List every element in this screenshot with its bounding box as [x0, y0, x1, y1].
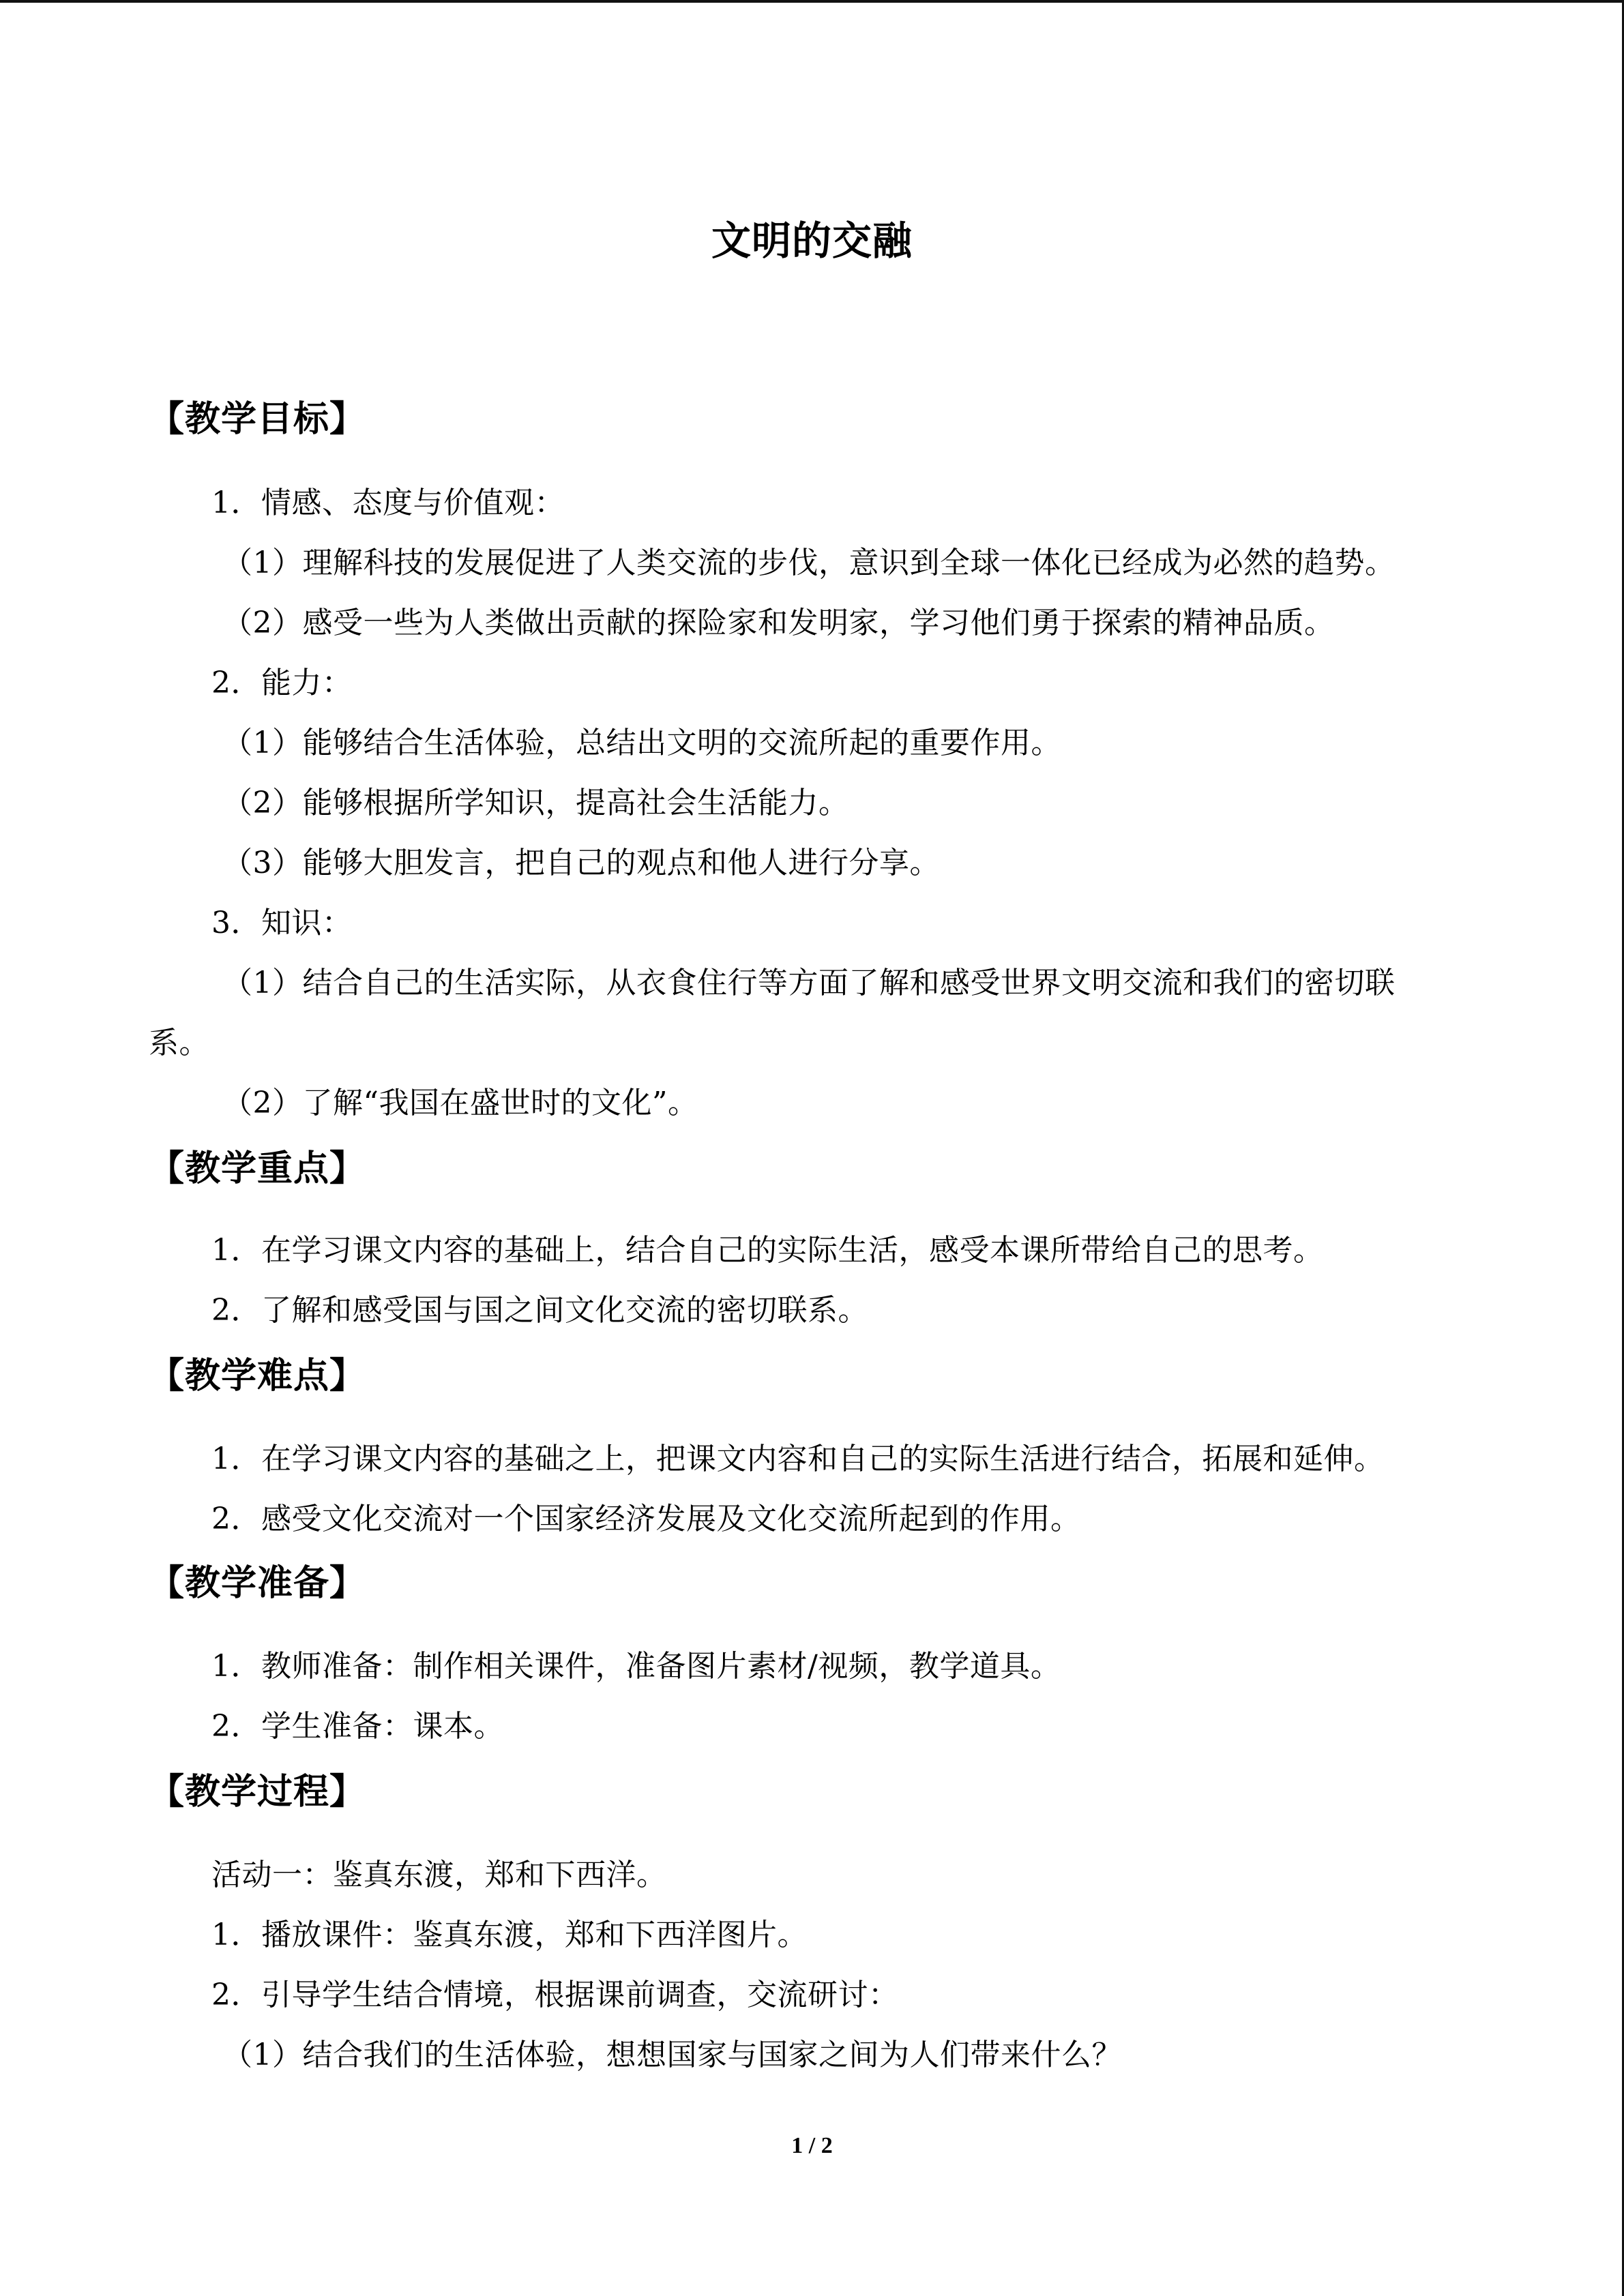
objective-line: 2．能力： — [211, 666, 353, 700]
section-heading-difficulties: 【教学难点】 — [149, 1355, 366, 1397]
objective-line-continuation: 系。 — [149, 1026, 209, 1060]
difficulty-line: 2．感受文化交流对一个国家经济发展及文化交流所起到的作用。 — [211, 1502, 1081, 1536]
objective-line: （2）能够根据所学知识，提高社会生活能力。 — [222, 786, 849, 820]
section-heading-process: 【教学过程】 — [149, 1771, 366, 1813]
preparation-line: 2．学生准备：课本。 — [211, 1709, 504, 1744]
preparation-line: 1．教师准备：制作相关课件，准备图片素材/视频，教学道具。 — [211, 1649, 1061, 1684]
objective-line: （2）了解“我国在盛世时的文化”。 — [222, 1086, 698, 1120]
section-heading-objectives: 【教学目标】 — [149, 398, 366, 440]
objective-line: （1）结合自己的生活实际，从衣食住行等方面了解和感受世界文明交流和我们的密切联 — [222, 966, 1396, 1000]
process-line: 1．播放课件：鉴真东渡，郑和下西洋图片。 — [211, 1918, 808, 1952]
process-line: 2．引导学生结合情境，根据课前调查，交流研讨： — [211, 1978, 899, 2012]
objective-line: 3．知识： — [211, 906, 353, 940]
objective-line: （1）能够结合生活体验，总结出文明的交流所起的重要作用。 — [222, 726, 1061, 760]
section-heading-key-points: 【教学重点】 — [149, 1148, 366, 1189]
key-point-line: 1．在学习课文内容的基础上，结合自己的实际生活，感受本课所带给自己的思考。 — [211, 1233, 1324, 1268]
difficulty-line: 1．在学习课文内容的基础之上，把课文内容和自己的实际生活进行结合，拓展和延伸。 — [211, 1442, 1385, 1476]
objective-line: （2）感受一些为人类做出贡献的探险家和发明家，学习他们勇于探索的精神品质。 — [222, 606, 1335, 640]
section-heading-preparation: 【教学准备】 — [149, 1562, 366, 1604]
objective-line: （1）理解科技的发展促进了人类交流的步伐，意识到全球一体化已经成为必然的趋势。 — [222, 546, 1396, 580]
page-indicator: 1 / 2 — [791, 2133, 833, 2158]
objective-line: 1．情感、态度与价值观： — [211, 486, 565, 520]
process-line: 活动一：鉴真东渡，郑和下西洋。 — [211, 1858, 667, 1892]
key-point-line: 2．了解和感受国与国之间文化交流的密切联系。 — [211, 1293, 868, 1328]
objective-line: （3）能够大胆发言，把自己的观点和他人进行分享。 — [222, 846, 940, 880]
document-title: 文明的交融 — [711, 218, 913, 264]
process-line: （1）结合我们的生活体验，想想国家与国家之间为人们带来什么？ — [222, 2038, 1122, 2072]
